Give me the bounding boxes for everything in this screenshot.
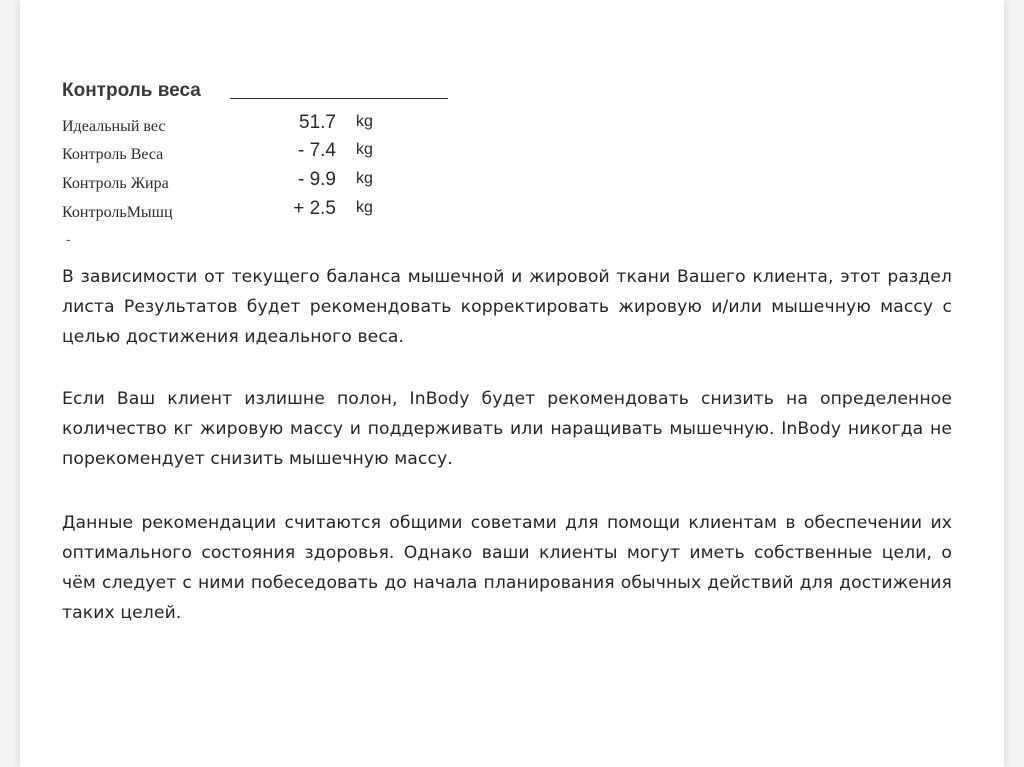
row-label: Идеальный вес — [62, 118, 166, 135]
row-value: - 9.9 — [297, 169, 336, 190]
row-unit: kg — [356, 141, 373, 158]
row-label: Контроль Веса — [62, 146, 164, 163]
row-label: Контроль Жира — [62, 175, 169, 192]
row-value: 51.7 — [299, 112, 336, 133]
paragraph-2: Если Ваш клиент излишне полон, InBody будет рекомендовать снизить на определенное количество кг жировую массу и поддерживать или наращивать мышечную. InBody никогда не порекомендует снизить мышечную массу. — [62, 389, 952, 469]
weight-control-title: Контроль веса — [62, 80, 201, 101]
title-underline — [230, 98, 448, 99]
row-unit: kg — [356, 170, 373, 187]
row-unit: kg — [356, 113, 373, 130]
paragraph-3: Данные рекомендации считаются общими советами для помощи клиентам в обеспечении их оптимального состояния здоровья. Однако ваши клиенты могут иметь собственные цели, о чём следует с ними побеседовать до начала планирования обычных действий для достижения таких целей. — [62, 513, 952, 623]
row-value: - 7.4 — [297, 140, 336, 161]
row-value: + 2.5 — [293, 198, 336, 219]
slide — [20, 0, 1004, 767]
row-label: КонтрольМышц — [62, 204, 173, 221]
row-unit: kg — [356, 199, 373, 216]
paragraph-1: В зависимости от текущего баланса мышечной и жировой ткани Вашего клиента, этот раздел листа Результатов будет рекомендовать корректировать жировую и/или мышечную массу с целью достижения идеального веса. — [62, 267, 952, 347]
trailing-dash: - — [66, 231, 71, 247]
